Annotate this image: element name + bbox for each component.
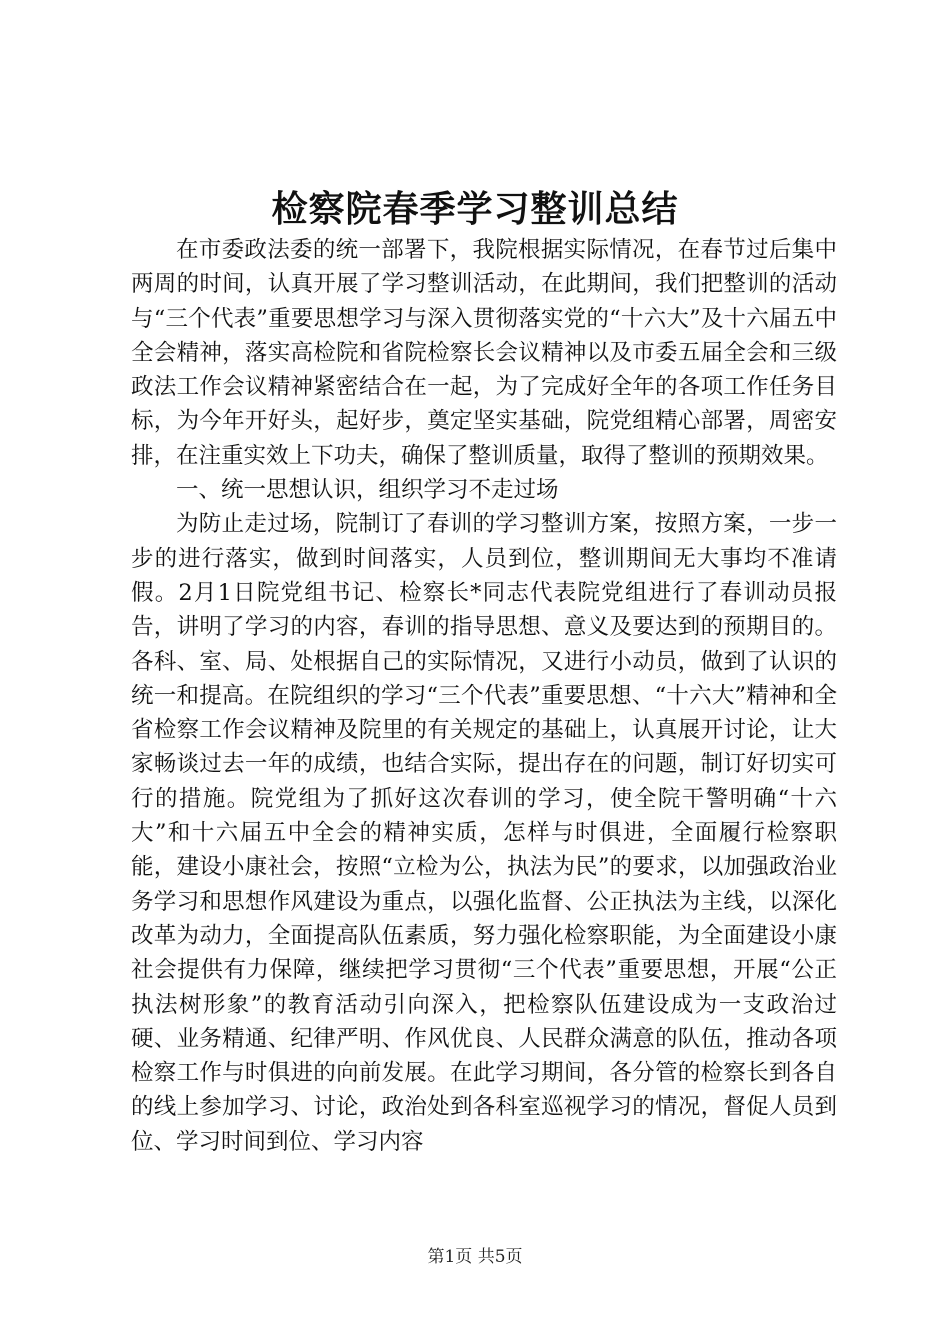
page-number-footer: 第1页 共5页 xyxy=(427,1247,523,1267)
document-body xyxy=(131,233,837,1159)
document-title: 检察院春季学习整训总结 xyxy=(271,188,679,230)
paragraph-section-1: 为防止走过场，院制订了春训的学习整训方案，按照方案，一步一步的进行落实，做到时间落实，人员到位，整训期间无大事均不准请假。2月1日院党组书记、检察长*同志代表院党组进行了春训动员报告，讲明了学习的内容，春训的指导思想、意义及要达到的预期目的。各科、室、局、处根据自己的实际情况，又进行小动员，做到了认识的统一和提高。在院组织的学习“三个代表”重要思想、“十六大”精神和全省检察工作会议精神及院里的有关规定的基础上，认真展开讨论，让大家畅谈过去一年的成绩，也结合实际，提出存在的问题，制订好切实可行的措施。院党组为了抓好这次春训的学习，使全院干警明确“十六大”和十六届五中全会的精神实质，怎样与时俱进，全面履行检察职能，建设小康社会，按照“立检为公，执法为民”的要求，以加强政治业务学习和思想作风建设为重点，以强化监督、公正执法为主线，以深化改革为动力，全面提高队伍素质，努力强化检察职能，为全面建设小康社会提供有力保障，继续把学习贯彻“三个代表”重要思想，开展“公正执法树形象”的教育活动引向深入，把检察队伍建设成为一支政治过硬、业务精通、纪律严明、作风优良、人民群众满意的队伍，推动各项检察工作与时俱进的向前发展。在此学习期间，各分管的检察长到各自的线上参加学习、讨论，政治处到各科室巡视学习的情况，督促人员到位、学习时间到位、学习内容 xyxy=(131,511,837,1155)
paragraph-intro: 在市委政法委的统一部署下，我院根据实际情况，在春节过后集中两周的时间，认真开展了学习整训活动，在此期间，我们把整训的活动与“三个代表”重要思想学习与深入贯彻落实党的“十六大”及十六届五中全会精神，落实高检院和省院检察长会议精神以及市委五届全会和三级政法工作会议精神紧密结合在一起，为了完成好全年的各项工作任务目标，为今年开好头，起好步，奠定坚实基础，院党组精心部署，周密安排，在注重实效上下功夫，确保了整训质量，取得了整训的预期效果。 xyxy=(131,237,837,469)
section-heading-1: 一、统一思想认识，组织学习不走过场 xyxy=(176,477,559,504)
